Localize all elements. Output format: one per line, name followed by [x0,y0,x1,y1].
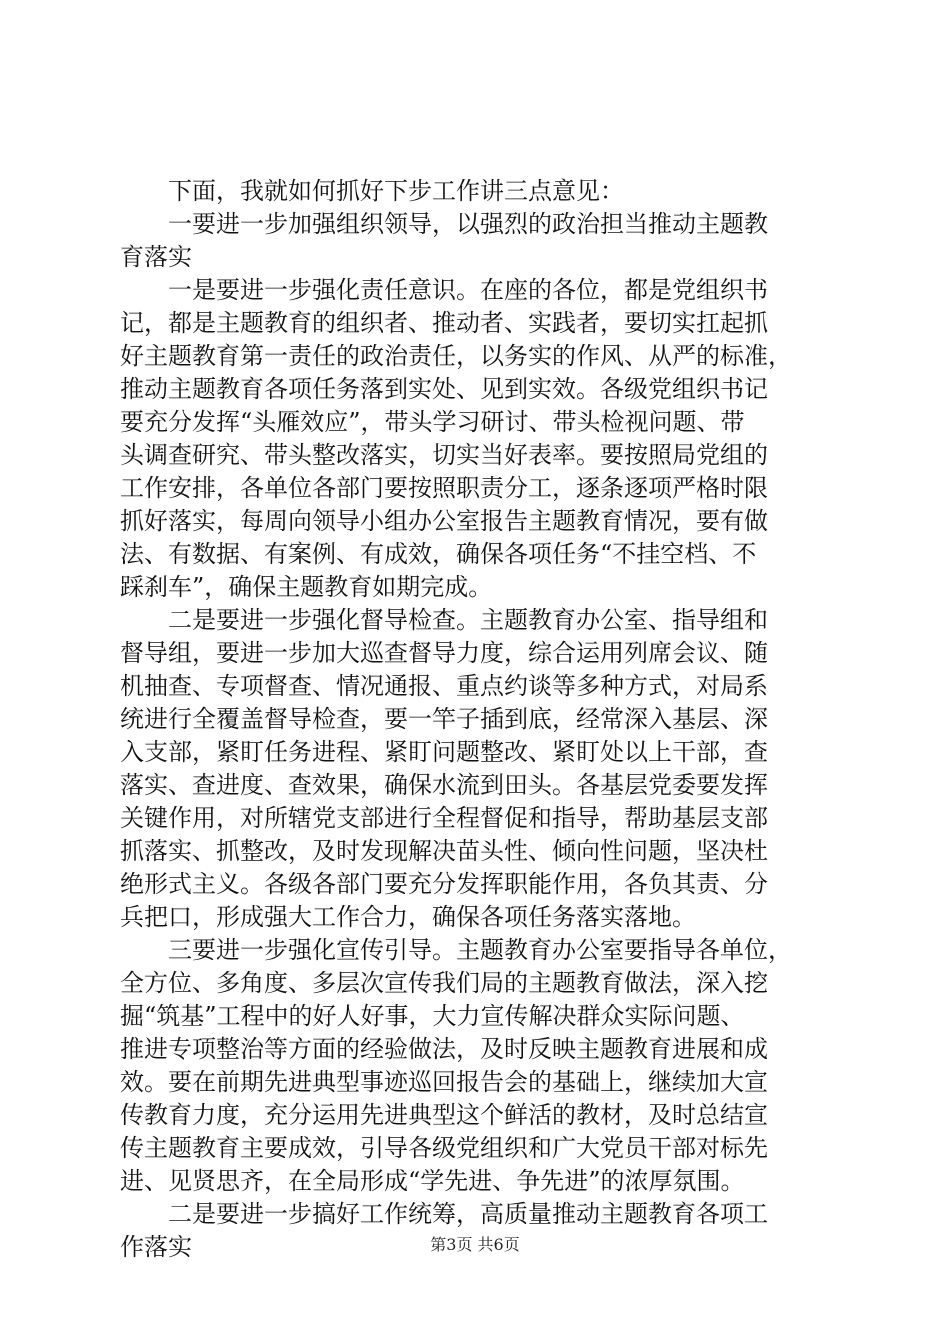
text-line: 一是要进一步强化责任意识。在座的各位，都是党组织书 [168,276,768,304]
text-line: 二是要进一步搞好工作统筹，高质量推动主题教育各项工 [168,1200,768,1228]
text-line: 兵把口，形成强大工作合力，确保各项任务落实落地。 [120,903,696,931]
text-line: 育落实 [120,243,192,271]
text-line: 督导组，要进一步加大巡查督导力度，综合运用列席会议、随 [120,639,768,667]
text-line: 统进行全覆盖督导检查，要一竿子插到底，经常深入基层、深 [120,705,768,733]
text-line: 三要进一步强化宣传引导。主题教育办公室要指导各单位， [168,936,792,964]
text-line: 效。要在前期先进典型事迹巡回报告会的基础上，继续加大宣 [120,1068,768,1096]
text-line: 记，都是主题教育的组织者、推动者、实践者，要切实扛起抓 [120,309,768,337]
text-line: 绝形式主义。各级各部门要充分发挥职能作用，各负其责、分 [120,870,768,898]
text-line: 法、有数据、有案例、有成效，确保各项任务“不挂空档、不 [120,540,757,568]
text-line: 落实、查进度、查效果，确保水流到田头。各基层党委要发挥 [120,771,768,799]
text-line: 传主题教育主要成效，引导各级党组织和广大党员干部对标先 [120,1134,768,1162]
text-line: 好主题教育第一责任的政治责任，以务实的作风、从严的标准， [120,342,792,370]
text-line: 关键作用，对所辖党支部进行全程督促和指导，帮助基层支部 [120,804,768,832]
text-line: 机抽查、专项督查、情况通报、重点约谈等多种方式，对局系 [120,672,768,700]
document-body [120,175,834,1264]
text-line: 要充分发挥“头雁效应”，带头学习研讨、带头检视问题、带 [120,408,745,436]
text-line: 踩刹车”，确保主题教育如期完成。 [120,573,493,601]
text-line: 推进专项整治等方面的经验做法，及时反映主题教育进展和成 [120,1035,768,1063]
text-line: 全方位、多角度、多层次宣传我们局的主题教育做法，深入挖 [120,969,768,997]
page-footer: 第3页 共6页 [430,1235,520,1254]
text-line: 入支部，紧盯任务进程、紧盯问题整改、紧盯处以上干部，查 [120,738,768,766]
text-line: 抓落实、抓整改，及时发现解决苗头性、倾向性问题，坚决杜 [120,837,768,865]
text-line: 抓好落实，每周向领导小组办公室报告主题教育情况，要有做 [120,507,768,535]
text-line: 传教育力度，充分运用先进典型这个鲜活的教材，及时总结宣 [120,1101,768,1129]
text-line: 二是要进一步强化督导检查。主题教育办公室、指导组和 [168,606,768,634]
text-line: 工作安排，各单位各部门要按照职责分工，逐条逐项严格时限 [120,474,768,502]
text-line: 掘“筑基”工程中的好人好事，大力宣传解决群众实际问题、 [120,1002,745,1030]
text-line: 推动主题教育各项任务落到实处、见到实效。各级党组织书记 [120,375,768,403]
text-line: 进、见贤思齐，在全局形成“学先进、争先进”的浓厚氛围。 [120,1167,745,1195]
text-line: 一要进一步加强组织领导，以强烈的政治担当推动主题教 [168,210,768,238]
text-line: 作落实 [120,1233,192,1261]
text-line: 头调查研究、带头整改落实，切实当好表率。要按照局党组的 [120,441,768,469]
text-line: 下面，我就如何抓好下步工作讲三点意见： [168,177,624,205]
